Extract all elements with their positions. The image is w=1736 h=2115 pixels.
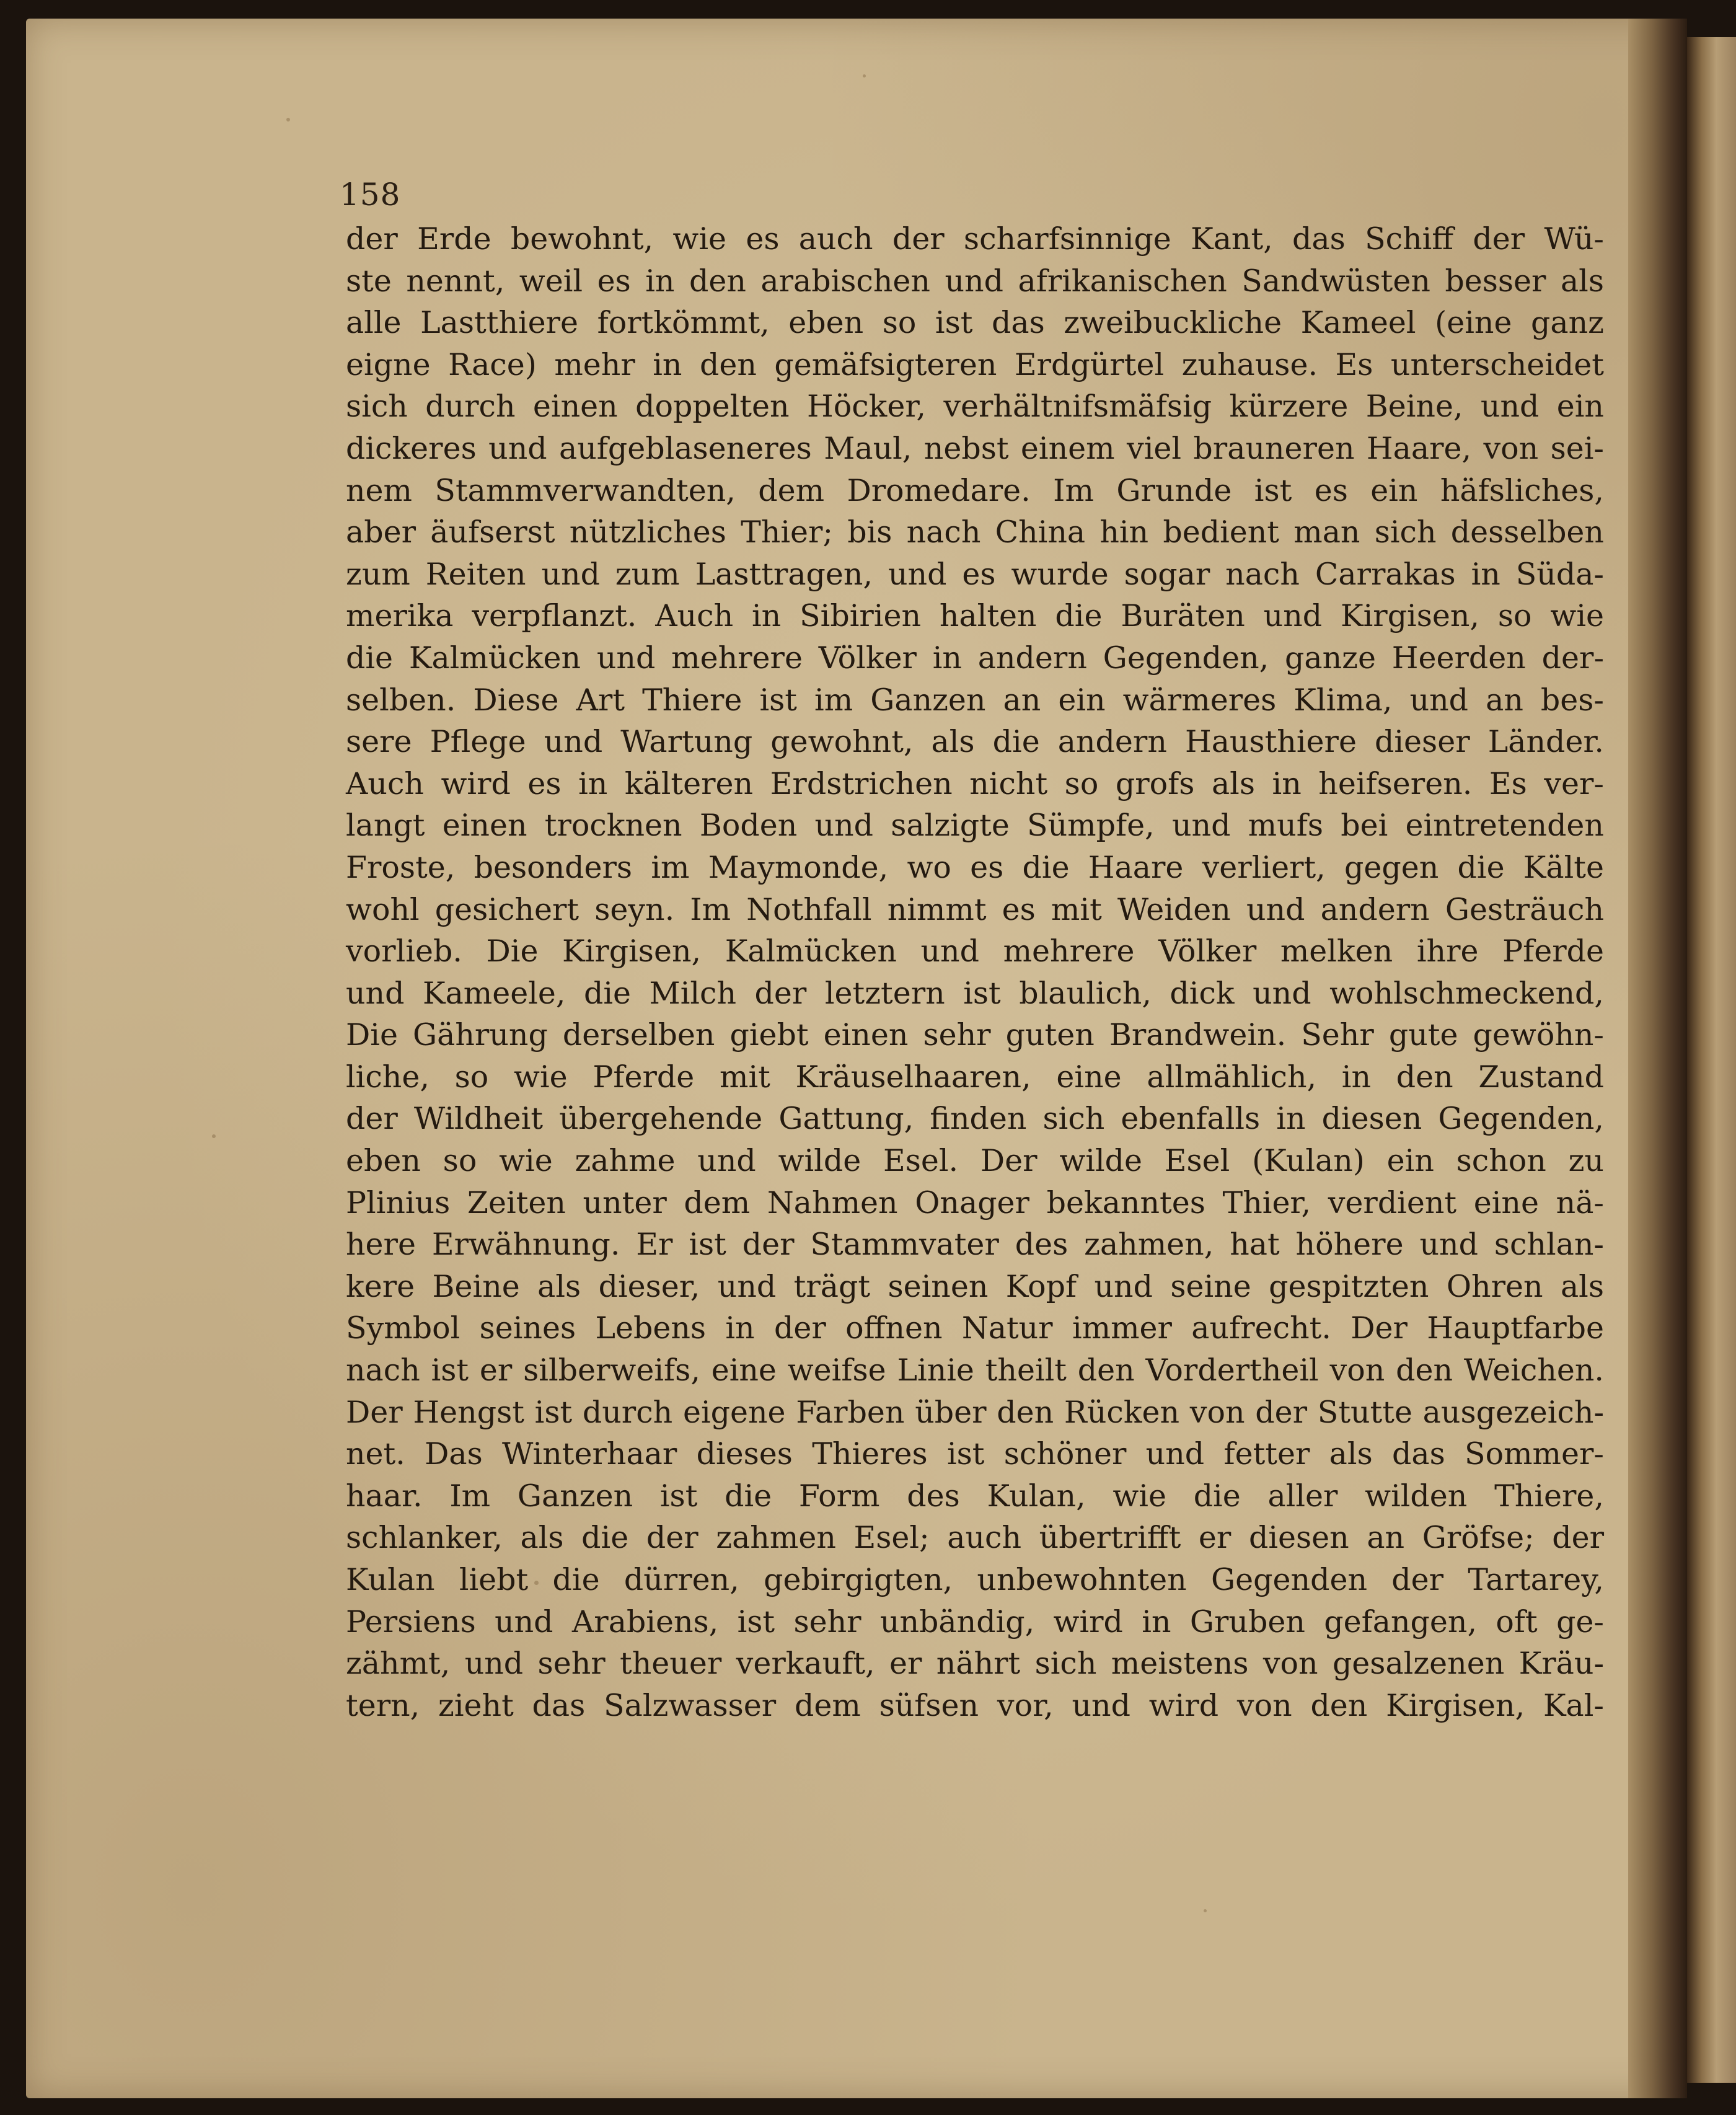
text-line: Froste, besonders im Maymonde, wo es die Haare verliert, gegen die Kälte	[346, 849, 1604, 885]
paper-speck	[212, 1134, 216, 1138]
paper-speck	[1204, 1909, 1207, 1912]
text-line: Auch wird es in kälteren Erdstrichen nicht so grofs als in heifseren. Es ver-	[346, 766, 1604, 801]
text-line: wohl gesichert seyn. Im Nothfall nimmt es mit Weiden und andern Gesträuch	[346, 891, 1604, 927]
paper-speck	[286, 118, 290, 121]
text-line: Die Gährung derselben giebt einen sehr guten Brandwein. Sehr gute gewöhn-	[346, 1017, 1604, 1053]
text-line: liche, so wie Pferde mit Kräuselhaaren, eine allmählich, in den Zustand	[346, 1059, 1604, 1095]
text-line: schlanker, als die der zahmen Esel; auch übertrifft er diesen an Gröfse; der	[346, 1520, 1604, 1556]
text-line: vorlieb. Die Kirgisen, Kalmücken und mehrere Völker melken ihre Pferde	[346, 934, 1604, 969]
text-line: kere Beine als dieser, und trägt seinen Kopf und seine gespitzten Ohren als	[346, 1268, 1604, 1304]
page-number: 158	[340, 177, 401, 213]
text-line: eigne Race) mehr in den gemäfsigteren Erdgürtel zuhause. Es unterscheidet	[346, 347, 1604, 382]
text-line: dickeres und aufgeblaseneres Maul, nebst einem viel brauneren Haare, von sei-	[346, 430, 1604, 466]
text-line: zähmt, und sehr theuer verkauft, er nährt sich meistens von gesalzenen Kräu-	[346, 1646, 1604, 1682]
text-line: merika verpflanzt. Auch in Sibirien halten die Buräten und Kirgisen, so wie	[346, 598, 1604, 634]
page-gutter	[1628, 19, 1687, 2098]
text-line: eben so wie zahme und wilde Esel. Der wilde Esel (Kulan) ein schon zu	[346, 1143, 1604, 1179]
text-line: alle Lastthiere fortkömmt, eben so ist das zweibuckliche Kameel (eine ganz	[346, 305, 1604, 341]
paper-speck	[863, 74, 866, 77]
body-text	[346, 218, 1604, 1726]
text-line: selben. Diese Art Thiere ist im Ganzen an ein wärmeres Klima, und an bes-	[346, 682, 1604, 718]
text-line: und Kameele, die Milch der letztern ist blaulich, dick und wohlschmeckend,	[346, 975, 1604, 1011]
text-line: aber äufserst nützliches Thier; bis nach China hin bedient man sich desselben	[346, 514, 1604, 550]
text-line: net. Das Winterhaar dieses Thieres ist schöner und fetter als das Sommer-	[346, 1436, 1604, 1472]
text-line: zum Reiten und zum Lasttragen, und es wurde sogar nach Carrakas in Süda-	[346, 556, 1604, 592]
text-line: nach ist er silberweifs, eine weifse Linie theilt den Vordertheil von den Weichen.	[346, 1353, 1604, 1389]
text-line: Der Hengst ist durch eigene Farben über den Rücken von der Stutte ausgezeich-	[346, 1394, 1604, 1430]
text-line: sich durch einen doppelten Höcker, verhältnifsmäfsig kürzere Beine, und ein	[346, 389, 1604, 425]
text-line: der Erde bewohnt, wie es auch der scharfsinnige Kant, das Schiff der Wü-	[346, 221, 1604, 257]
text-line: langt einen trocknen Boden und salzigte Sümpfe, und mufs bei eintretenden	[346, 808, 1604, 844]
text-line: haar. Im Ganzen ist die Form des Kulan, wie die aller wilden Thiere,	[346, 1478, 1604, 1514]
text-line: der Wildheit übergehende Gattung, finden sich ebenfalls in diesen Gegenden,	[346, 1101, 1604, 1137]
text-line: die Kalmücken und mehrere Völker in andern Gegenden, ganze Heerden der-	[346, 640, 1604, 676]
text-line: tern, zieht das Salzwasser dem süfsen vor, und wird von den Kirgisen, Kal-	[346, 1687, 1604, 1723]
text-line: nem Stammverwandten, dem Dromedare. Im Grunde ist es ein häfsliches,	[346, 472, 1604, 508]
text-line: sere Pflege und Wartung gewohnt, als die andern Hausthiere dieser Länder.	[346, 724, 1604, 760]
text-line: here Erwähnung. Er ist der Stammvater des zahmen, hat höhere und schlan-	[346, 1227, 1604, 1263]
next-page-edge	[1687, 37, 1736, 2083]
text-line: Plinius Zeiten unter dem Nahmen Onager bekanntes Thier, verdient eine nä-	[346, 1185, 1604, 1221]
text-line: ste nennt, weil es in den arabischen und afrikanischen Sandwüsten besser als	[346, 263, 1604, 299]
text-line: Persiens und Arabiens, ist sehr unbändig, wird in Gruben gefangen, oft ge-	[346, 1604, 1604, 1640]
text-line: Symbol seines Lebens in der offnen Natur immer aufrecht. Der Hauptfarbe	[346, 1310, 1604, 1346]
text-line: Kulan liebt die dürren, gebirgigten, unbewohnten Gegenden der Tartarey,	[346, 1562, 1604, 1597]
